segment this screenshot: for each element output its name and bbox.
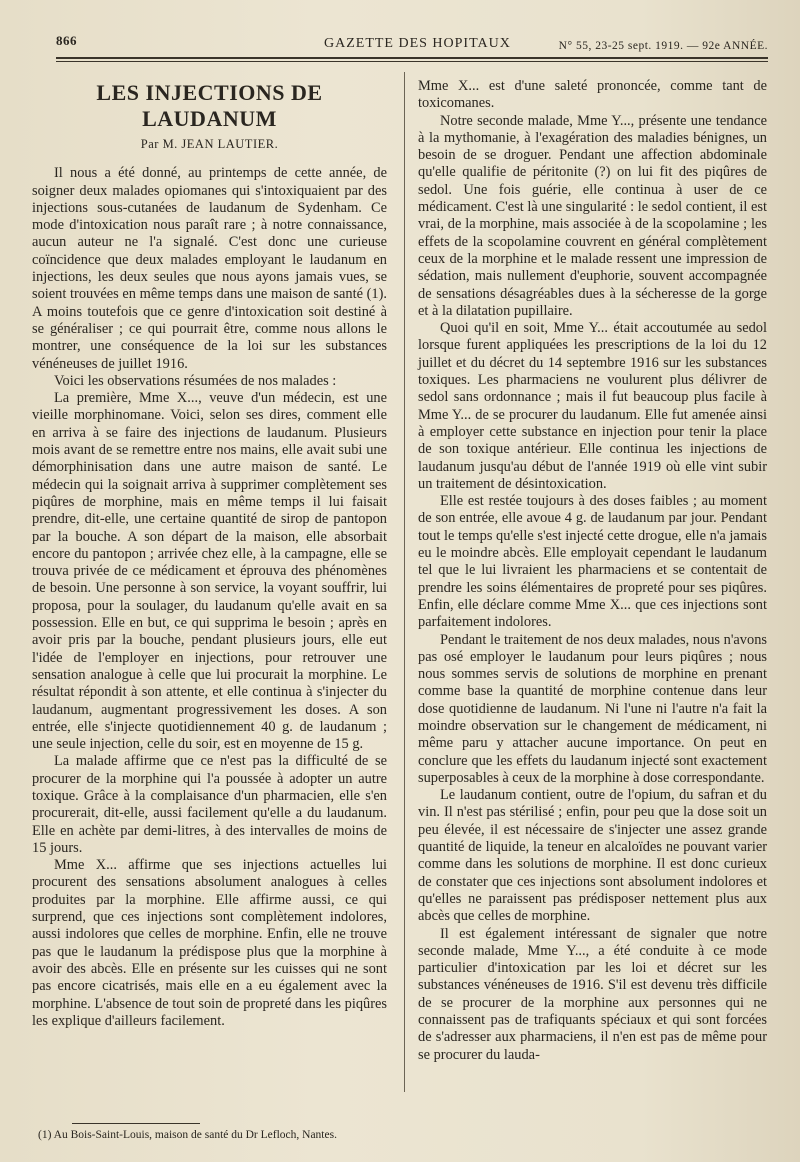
journal-title: GAZETTE DES HOPITAUX: [324, 36, 511, 51]
paragraph: Notre seconde malade, Mme Y..., présente une tendance à la mythomanie, à l'exagération des maladies bénignes, un besoin de se droguer. Pendant une affection abdominale qu'elle qualifie de péritonite (?) on lui fit des piqûres de sedol. Une fois guérie, elle continua à user de ce médicament. C'est là une singularité : le sedol contient, il est vrai, de la morphine, mais associée à de la scopolamine ; les effets de la scopolamine couvrent en général complètement ceux de la morphine et le malade ressent une impression de sédation, mais nullement d'euphorie, souvent accompagnée de sensations désagréables dues à la sécheresse de la gorge et à la dilatation pupillaire.: [418, 112, 767, 319]
page-number: 866: [56, 33, 77, 48]
article-byline: Par M. JEAN LAUTIER.: [140, 137, 279, 151]
paragraph: La première, Mme X..., veuve d'un médecin, est une vieille morphinomane. Voici, selon ses dires, comment elle en arriva à se faire des injections de laudanum. Plusieurs mois avant de se remettre entre nos mains, elle avait subi une démorphinisation dans une autre maison de santé. Le médecin qui la soignait arriva à supprimer complètement ses piqûres de morphine, mais en même temps il lui faisait prendre, dit-elle, une certaine quantité de sirop de pantopon par la bouche. A son départ de la maison, elle absorbait encore du pantopon ; arrivée chez elle, à la campagne, elle se trouva privée de ce médicament et éprouva des phénomènes de besoin. Une personne à son service, la voyant souffrir, lui proposa, pour la soulager, du laudanum qu'elle avait en sa possession. Elle en but, ce qui supprima le besoin ; après en avoir pris par la bouche, pendant plusieurs jours, elle eut l'idée de l'employer en injections, pour retrouver une sensation analogue à celle que lui procurait la morphine. Le résultat répondit à son attente, et elle continua à s'injecter du laudanum, augmentant progressivement les doses. A son entrée, elle s'injecte quotidiennement 40 g. de laudanum ; une seule injection, celle du soir, est en moyenne de 15 g.: [32, 390, 387, 753]
left-column: [32, 74, 387, 1030]
column-divider: [404, 72, 405, 1092]
issue-info: N° 55, 23-25 sept. 1919. — 92e ANNÉE.: [558, 40, 768, 52]
paragraph: Il est également intéressant de signaler que notre seconde malade, Mme Y..., a été conduite à ce mode particulier d'intoxication par les loi et décret sur les substances vénéneuses de 1916. S'il est devenu très difficile de se procurer de la morphine aux personnes qui ne connaissent pas de trafiquants spéciaux et qui sont forcées de s'adresser aux pharmaciens, il n'en est pas de même pour se procurer du lauda-: [418, 925, 767, 1063]
paragraph: Mme X... affirme que ses injections actuelles lui procurent des sensations absolument analogues à celles produites par la morphine. Elle affirme aussi, ce qui surprend, que ces injections sont complètement indolores, aussi indolores que celles de morphine. Enfin, elle ne trouve pas que le laudanum la prédispose plus que la morphine à avoir des abcès. Elle en présente sur les cuisses qui ne sont pas encore cicatrisés, mais elle en a eu également avec la morphine. L'absence de tout soin de propreté dans les piqûres les explique d'ailleurs facilement.: [32, 857, 387, 1029]
right-column: [418, 78, 767, 1064]
paragraph: Elle est restée toujours à des doses faibles ; au moment de son entrée, elle avoue 4 g. de laudanum par jour. Pendant tout le temps qu'elle s'est injecté cette drogue, elle n'a jamais eu le moindre abcès. Elle employait cependant le laudanum tel que le lui livraient les pharmaciens et se contentait de prendre les soins élémentaires de propreté pour ses piqûres. Enfin, elle déclare comme Mme X... que ces injections sont parfaitement indolores.: [418, 493, 767, 631]
footnote: (1) Au Bois-Saint-Louis, maison de santé du Dr Lefloch, Nantes.: [38, 1129, 337, 1141]
paragraph: Il nous a été donné, au printemps de cette année, de soigner deux malades opiomanes qui s'intoxiquaient par des injections sous-cutanées de laudanum de Sydenham. Ce mode d'intoxication nous paraît rare ; à notre connaissance, aucun auteur ne l'a signalé. C'est donc une curieuse coïncidence que deux malades employant le laudanum en injections, les deux seules que nous ayons jamais vues, se soient trouvées en même temps dans une maison de santé (1). A moins toutefois que ce genre d'intoxication soit destiné à se généraliser ; ce qui pourrait être, comme nous allons le montrer, une conséquence de la loi sur les substances vénéneuses de juillet 1916.: [32, 165, 387, 372]
article-title: LES INJECTIONS DE LAUDANUM: [96, 80, 323, 131]
footnote-rule: [72, 1123, 200, 1124]
paragraph: Quoi qu'il en soit, Mme Y... était accoutumée au sedol lorsque furent appliquées les prescriptions de la loi du 12 juillet et du décret du 14 septembre 1916 sur les substances toxiques. Les pharmaciens ne voulurent plus délivrer de sedol sans ordonnance ; mais il fut beaucoup plus facile à Mme Y... de se procurer du laudanum. Elle fut amenée ainsi à employer cette substance en injection pour tenir la place de son toxique antérieur. Elle continua les injections de laudanum jusqu'au début de l'année 1919 où elle vint subir un traitement de désintoxication.: [418, 320, 767, 492]
paragraph: Pendant le traitement de nos deux malades, nous n'avons pas osé employer le laudanum pour leurs piqûres ; nous nous sommes servis de solutions de morphine en prenant comme base la quantité de morphine contenue dans leur dose quotidienne de laudanum. Ni l'une ni l'autre n'a fait la moindre observation sur le changement de médicament, ni même paru y attacher aucune importance. On peut en conclure que les effets du laudanum injecté sont exactement superposables à ceux de la morphine à dose correspondante.: [418, 631, 767, 786]
running-header: [56, 30, 768, 56]
header-rule-thin: [56, 61, 768, 62]
paragraph: Mme X... est d'une saleté prononcée, comme tant de toxicomanes.: [418, 78, 767, 112]
paragraph: La malade affirme que ce n'est pas la difficulté de se procurer de la morphine qui l'a poussée à adopter un autre toxique. Grâce à la complaisance d'un pharmacien, elle s'en procurerait, dit-elle, aussi facilement qu'elle a du laudanum. Elle en achète par demi-litres, à des intervalles de moins de 15 jours.: [32, 753, 387, 856]
header-rule: [56, 57, 768, 59]
paragraph: Voici les observations résumées de nos malades :: [54, 372, 337, 389]
paragraph: Le laudanum contient, outre de l'opium, du safran et du vin. Il n'est pas stérilisé ; enfin, pour peu que la dose soit un peu élevée, il est nécessaire de s'injecter une assez grande quantité de liquide, la teneur en alcaloïdes ne pouvant varier comme dans les solutions de morphine. Il est donc curieux de constater que ces injections sont absolument indolores et qu'elles ne paraissent pas prédisposer nettement plus aux abcès que celles de morphine.: [418, 787, 767, 925]
